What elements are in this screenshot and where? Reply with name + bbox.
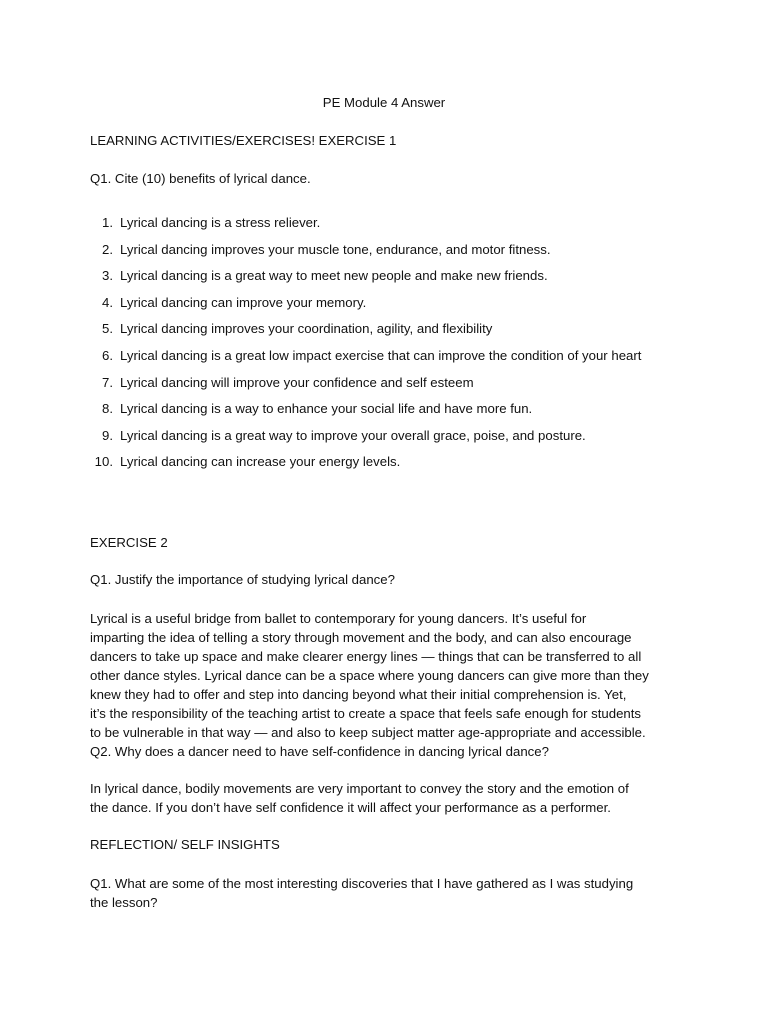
list-item-number: 10. [94, 454, 113, 470]
list-item-text: Lyrical dancing can improve your memory. [120, 294, 367, 310]
reflection-question-1 [90, 874, 680, 912]
list-item-text: Lyrical dancing will improve your confidence and self esteem [120, 374, 474, 390]
reflection-heading: REFLECTION/ SELF INSIGHTS [90, 837, 280, 852]
list-item-text: Lyrical dancing improves your coordination, agility, and flexibility [120, 321, 493, 337]
exercise1-heading: LEARNING ACTIVITIES/EXERCISES! EXERCISE 1 [90, 133, 397, 148]
paragraph-line: Q1. What are some of the most interesting discoveries that I have gathered as I was studying [90, 876, 634, 891]
exercise2-question-1: Q1. Justify the importance of studying lyrical dance? [90, 572, 395, 587]
list-item-number: 6. [102, 347, 113, 363]
list-item-text: Lyrical dancing can increase your energy levels. [120, 454, 401, 470]
paragraph-line: Lyrical is a useful bridge from ballet to contemporary for young dancers. It’s useful for [90, 611, 587, 626]
paragraph-line: In lyrical dance, bodily movements are very important to convey the story and the emotion of [90, 781, 629, 796]
paragraph-line: other dance styles. Lyrical dance can be a space where young dancers can give more than they [90, 668, 649, 683]
list-item-text: Lyrical dancing is a great low impact exercise that can improve the condition of your heart [120, 347, 642, 363]
paragraph-line: to be vulnerable in that way — and also to keep subject matter age-appropriate and accessible. [90, 725, 646, 740]
exercise2-question-2: Q2. Why does a dancer need to have self-confidence in dancing lyrical dance? [90, 744, 549, 759]
list-item-number: 7. [102, 374, 113, 390]
list-item-text: Lyrical dancing improves your muscle tone, endurance, and motor fitness. [120, 241, 551, 257]
list-item-number: 4. [102, 294, 113, 310]
paragraph-line: the dance. If you don’t have self confidence it will affect your performance as a performer. [90, 800, 611, 815]
page-title: PE Module 4 Answer [322, 95, 446, 110]
exercise1-question: Q1. Cite (10) benefits of lyrical dance. [90, 171, 311, 186]
list-item-number: 1. [102, 215, 113, 230]
paragraph-line: dancers to take up space and make clearer energy lines — things that can be transferred to all [90, 649, 642, 664]
exercise2-heading: EXERCISE 2 [90, 535, 168, 550]
list-item-number: 8. [102, 401, 113, 417]
list-item-text: Lyrical dancing is a way to enhance your social life and have more fun. [120, 401, 533, 417]
list-item-number: 5. [102, 321, 113, 337]
paragraph-line: it’s the responsibility of the teaching artist to create a space that feels safe enough for students [90, 706, 642, 721]
list-item-text: Lyrical dancing is a great way to improve your overall grace, poise, and posture. [120, 427, 586, 443]
exercise2-answer-2 [90, 779, 680, 817]
paragraph-line: imparting the idea of telling a story through movement and the body, and can also encourage [90, 630, 632, 645]
list-item-number: 2. [102, 241, 113, 257]
list-item-number: 3. [102, 268, 113, 284]
paragraph-line: knew they had to offer and step into dancing beyond what their initial comprehension is. Yet, [90, 687, 627, 702]
list-item-number: 9. [102, 427, 113, 443]
list-item-text: Lyrical dancing is a great way to meet new people and make new friends. [120, 268, 548, 284]
list-item-text: Lyrical dancing is a stress reliever. [120, 215, 321, 230]
exercise2-answer-1 [90, 609, 680, 761]
paragraph-line: the lesson? [90, 895, 158, 910]
